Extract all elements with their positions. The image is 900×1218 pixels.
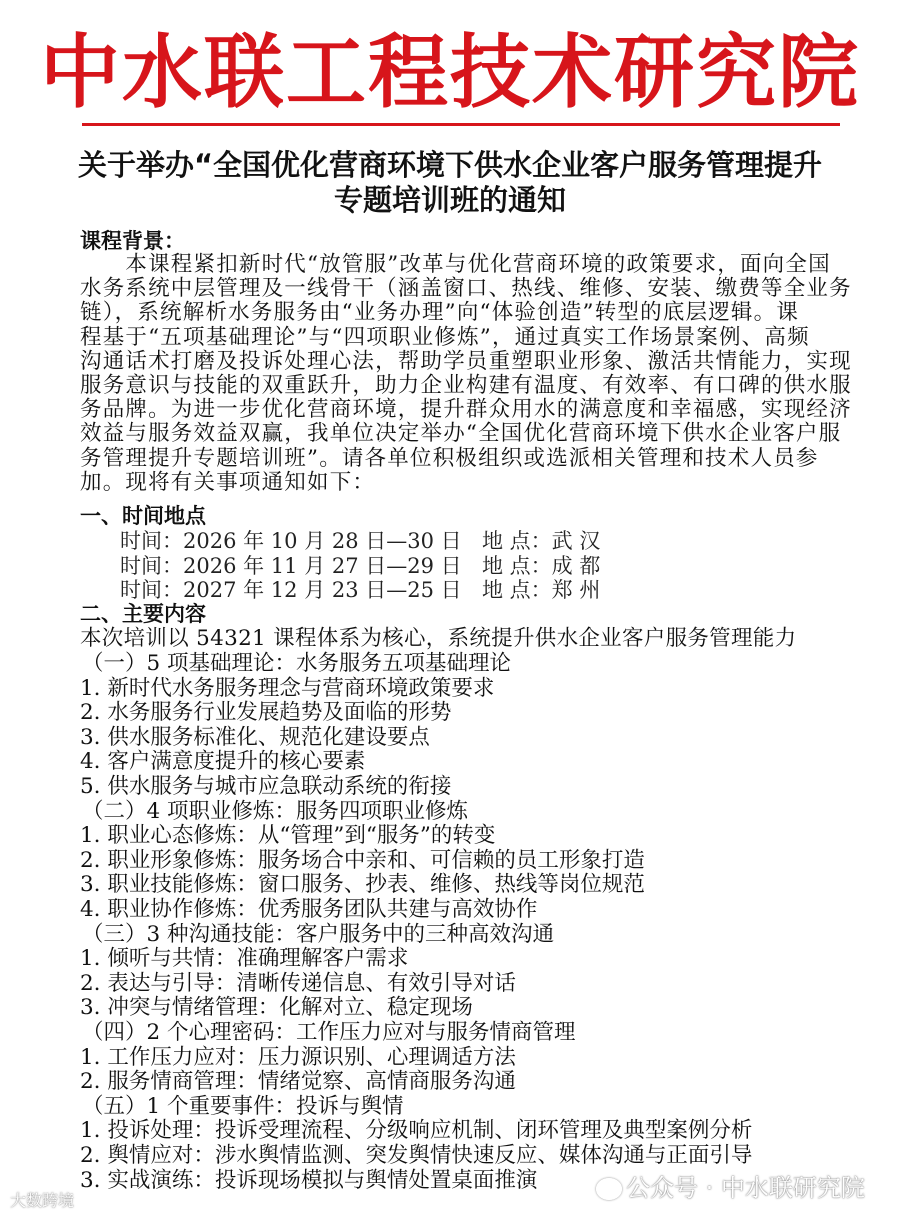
background-line: 程基于“五项基础理论”与“四项职业修炼”，通过真实工作场景案例、高频: [80, 324, 810, 350]
wechat-icon: [596, 1178, 622, 1200]
schedule-time: 时间：2027 年 12 月 23 日—25 日: [120, 578, 462, 602]
content-item: 2. 职业形象修炼：服务场合中亲和、可信赖的员工形象打造: [80, 847, 645, 873]
content-item: 5. 供水服务与城市应急联动系统的衔接: [80, 774, 452, 799]
background-line: 沟通话术打磨及投诉处理心法，帮助学员重塑职业形象、激活共情能力，实现: [80, 348, 852, 374]
watermark-left: 大数跨境: [10, 1191, 75, 1210]
background-line: 服务意识与技能的双重跃升，助力企业构建有温度、有效率、有口碑的供水服: [80, 373, 852, 398]
content-item: 3. 冲突与情绪管理：化解对立、稳定现场: [80, 995, 473, 1021]
background-line: 链），系统解析水务服务由“业务办理”向“体验创造”转型的底层逻辑。课: [80, 300, 800, 326]
background-line: 务管理提升专题培训班”。请各单位积极组织或选派相关管理和技术人员参: [80, 445, 819, 471]
background-line: 水务系统中层管理及一线骨干（涵盖窗口、热线、维修、安装、缴费等全业务: [80, 276, 852, 302]
content-item: 2. 表达与引导：清晰传递信息、有效引导对话: [80, 970, 516, 996]
schedule-place: 地 点：武 汉: [482, 529, 601, 553]
background-line: 加。现将有关事项通知如下：: [80, 469, 376, 495]
background-line: 效益与服务效益双赢，我单位决定举办“全国优化营商环境下供水企业客户服: [80, 421, 842, 447]
content-item: 3. 供水服务标准化、规范化建设要点: [80, 724, 430, 750]
content-item: 1. 职业心态修炼：从“管理”到“服务”的转变: [80, 823, 496, 849]
content-subheading: （三）3 种沟通技能：客户服务中的三种高效沟通: [82, 921, 555, 947]
content-item: 1. 倾听与共情：准确理解客户需求: [80, 946, 409, 972]
content-item: 1. 工作压力应对：压力源识别、心理调适方法: [80, 1044, 516, 1070]
content-item: 1. 新时代水务服务理念与营商环境政策要求: [80, 675, 495, 701]
content-item: 2. 服务情商管理：情绪觉察、高情商服务沟通: [80, 1069, 516, 1095]
background-line: 本课程紧扣新时代“放管服”改革与优化营商环境的政策要求，面向全国: [80, 252, 831, 277]
content-item: 4. 职业协作修炼：优秀服务团队共建与高效协作: [80, 897, 538, 922]
content-item: 3. 实战演练：投诉现场模拟与舆情处置桌面推演: [80, 1167, 538, 1193]
content-subheading: （一）5 项基础理论：水务服务五项基础理论: [82, 651, 512, 676]
content-subheading: （四）2 个心理密码：工作压力应对与服务情商管理: [82, 1020, 576, 1045]
background-heading: 课程背景：: [80, 229, 185, 253]
watermark-right: [596, 1168, 865, 1203]
schedule-place: 地 点：郑 州: [482, 578, 601, 602]
red-divider: [82, 123, 840, 126]
schedule-time: 时间：2026 年 11 月 27 日—29 日: [120, 553, 462, 578]
content-item: 1. 投诉处理：投诉受理流程、分级响应机制、闭环管理及典型案例分析: [80, 1118, 753, 1144]
section2-heading: 二、主要内容: [80, 602, 206, 626]
content-item: 2. 水务服务行业发展趋势及面临的形势: [80, 700, 452, 726]
content-item: 3. 职业技能修炼：窗口服务、抄表、维修、热线等岗位规范: [80, 872, 645, 898]
notice-title-line2: 专题培训班的通知: [333, 183, 566, 217]
content-item: 4. 客户满意度提升的核心要素: [80, 749, 366, 775]
section2-intro: 本次培训以 54321 课程体系为核心，系统提升供水企业客户服务管理能力: [80, 626, 797, 651]
section1-heading: 一、时间地点: [80, 504, 206, 528]
schedule-place: 地 点：成 都: [482, 553, 601, 578]
content-subheading: （五）1 个重要事件：投诉与舆情: [82, 1093, 404, 1119]
schedule-time: 时间：2026 年 10 月 28 日—30 日: [120, 529, 462, 553]
content-subheading: （二）4 项职业修炼：服务四项职业修炼: [82, 798, 469, 824]
watermark-right-text: 公众号 · 中水联研究院: [626, 1174, 865, 1202]
content-item: 2. 舆情应对：涉水舆情监测、突发舆情快速反应、媒体沟通与正面引导: [80, 1143, 753, 1168]
notice-title-line1: 关于举办“全国优化营商环境下供水企业客户服务管理提升: [77, 148, 823, 182]
background-line: 务品牌。为进一步优化营商环境，提升群众用水的满意度和幸福感，实现经济: [80, 397, 852, 423]
organization-name: 中水联工程技术研究院: [40, 26, 860, 119]
